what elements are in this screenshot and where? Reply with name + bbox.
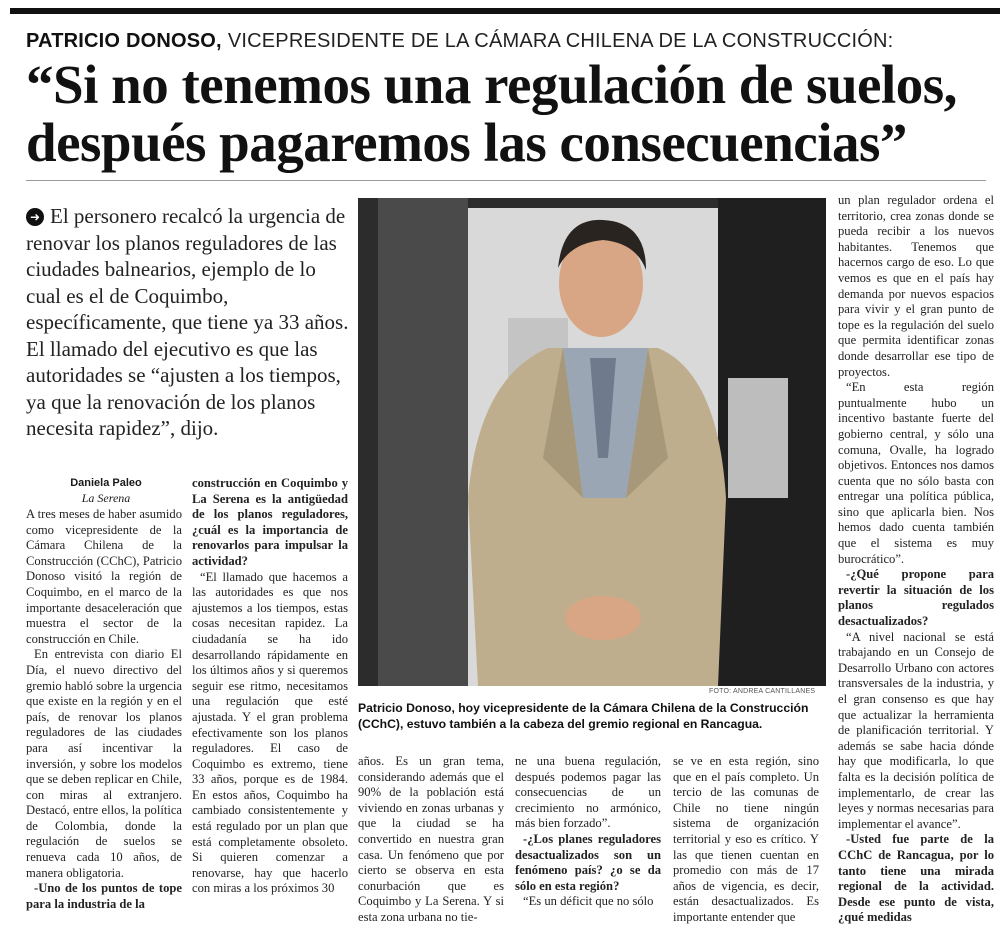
article-column-1: [26, 507, 182, 912]
lead-paragraph: [26, 203, 352, 442]
paragraph: “En esta región puntualmente hubo un incentivo bastante fuerte del gobierno central, y sólo una comuna, Ovalle, ha logrado objetivos. Entonces nos damos cuenta que no sólo basta con entregar una política pública, sino que aplicarla bien. Nos hemos dado cuenta también que el sistema es muy burocrático”.: [838, 380, 994, 566]
headline-line-2: después pagaremos las consecuencias”: [26, 112, 907, 173]
kicker-role: VICEPRESIDENTE DE LA CÁMARA CHILENA DE LA CONSTRUCCIÓN:: [227, 30, 894, 52]
article-column-6: [838, 193, 994, 926]
portrait-photo: [358, 198, 826, 686]
photo-credit: FOTO: ANDREA CANTILLANES: [709, 688, 816, 695]
interview-question: -¿Qué propone para revertir la situación de los planos regulados desactualizados?: [838, 567, 994, 629]
interview-question: -¿Los planes reguladores desactualizados son un fenómeno país? ¿o se da sólo en esta región?: [515, 831, 661, 893]
lead-text: El personero recalcó la urgencia de renovar los planos reguladores de las ciudades balnearios, ejemplo de lo cual es el de Coquimbo, específicamente, que tiene ya 33 años. El llamado del ejecutivo es que las autoridades se “ajusten a los tiempos, ya que la renovación de los planos necesita rapidez”, dijo.: [26, 204, 349, 440]
paragraph: ne una buena regulación, después podemos pagar las consecuencias de un crecimiento no armónico, más bien forzado”.: [515, 754, 661, 831]
top-rule-bar: [10, 8, 1000, 14]
headline-divider: [26, 180, 986, 181]
paragraph: A tres meses de haber asumido como vicepresidente de la Cámara Chilena de la Construcción (CChC), Patricio Donoso visitó la región de Coquimbo, en el marco de la importante desaceleración que muestra el sector de la construcción en Chile.: [26, 507, 182, 646]
portrait-illustration: [358, 198, 826, 686]
byline-author: Daniela Paleo: [70, 477, 142, 489]
interview-question: -Uno de los puntos de tope para la industria de la: [26, 881, 182, 911]
article-column-5: [673, 754, 819, 926]
arrow-right-icon: ➜: [26, 208, 44, 226]
kicker: [26, 30, 893, 53]
headline: [26, 56, 986, 172]
interview-question: -Usted fue parte de la CChC de Rancagua, por lo tanto tiene una mirada regional de la actividad. Desde ese punto de vista, ¿qué medidas: [838, 832, 994, 925]
paragraph: “Es un déficit que no sólo: [523, 894, 654, 909]
photo-caption: Patricio Donoso, hoy vicepresidente de la Cámara Chilena de la Construcción (CChC), estuvo también a la cabeza del gremio regional en Rancagua.: [358, 701, 809, 731]
article-column-2: [192, 476, 348, 897]
interview-question: construcción en Coquimbo y La Serena es la antigüedad de los planos reguladores, ¿cuál es la importancia de renovarlos para impulsar la actividad?: [192, 476, 348, 568]
article-column-4: [515, 754, 661, 910]
paragraph: se ve en esta región, sino que en el país completo. Un tercio de las comunas de Chile no tiene ningún sistema de organización territorial y eso es crítico. Y las que tienen cuentan en promedio con más de 17 años de vigencia, es decir, están desactualizados. Es importante entender que: [673, 754, 819, 924]
kicker-name: PATRICIO DONOSO,: [26, 30, 222, 52]
paragraph: En entrevista con diario El Día, el nuevo directivo del gremio habló sobre la urgencia que existe en la región y en el país, de renovar los planos reguladores de las ciudades para así incentivar la inversión, y sobre los modelos que se deben replicar en Chile, con miras al extranjero. Destacó, entre ellos, la política de Colombia, donde la regulación de suelos se renueva cada 10 años, de manera obligatoria.: [26, 647, 182, 880]
paragraph: años. Es un gran tema, considerando además que el 90% de la población está viviendo en zonas urbanas y que la ciudad se ha convertido en nuestra gran casa. Un fenómeno que por cierto se observa en esta conurbación que es Coquimbo y La Serena. Y si esta zona urbana no tie-: [358, 754, 504, 924]
headline-line-1: “Si no tenemos una regulación de suelos,: [26, 54, 957, 115]
paragraph: “A nivel nacional se está trabajando en un Consejo de Desarrollo Urbano con actores transversales de la industria, y el gran consenso es que hay que actualizar la herramienta de planificación territorial. Y además se sabe hacia dónde hay que modificarla, lo que falta es la decisión política de implementarlo, de crear las leyes y normas necesarias para implementar el avance”.: [838, 629, 994, 831]
paragraph: “El llamado que hacemos a las autoridades es que nos ajustemos a los tiempos, estas cosas necesitan rapidez. La ciudadanía se ha ido desarrollando rápidamente en los últimos años y si queremos seguir ese ritmo, necesitamos una regulación que esté ajustada. Y el gran problema efectivamente son los planos reguladores. El caso de Coquimbo es extremo, tiene 33 años, porque es de 1984. En estos años, Coquimbo ha cambiado consistentemente y está regulado por un plan que está completamente obsoleto. Si quieren comenzar a renovarse, hay que hacerlo con miras a los próximos 30: [192, 569, 348, 896]
paragraph: un plan regulador ordena el territorio, crea zonas donde se pueda recibir a los nuevos habitantes. Tenemos que hacernos cargo de eso. Lo que vemos es que en el país hay demanda por nuevos espacios para vivir y el gran punto de tope es la regulación del suelo que permita identificar zonas donde desarrollar ese tipo de proyectos.: [838, 193, 994, 379]
byline: [26, 476, 186, 506]
article-column-3: [358, 754, 504, 926]
byline-city: La Serena: [81, 491, 131, 505]
